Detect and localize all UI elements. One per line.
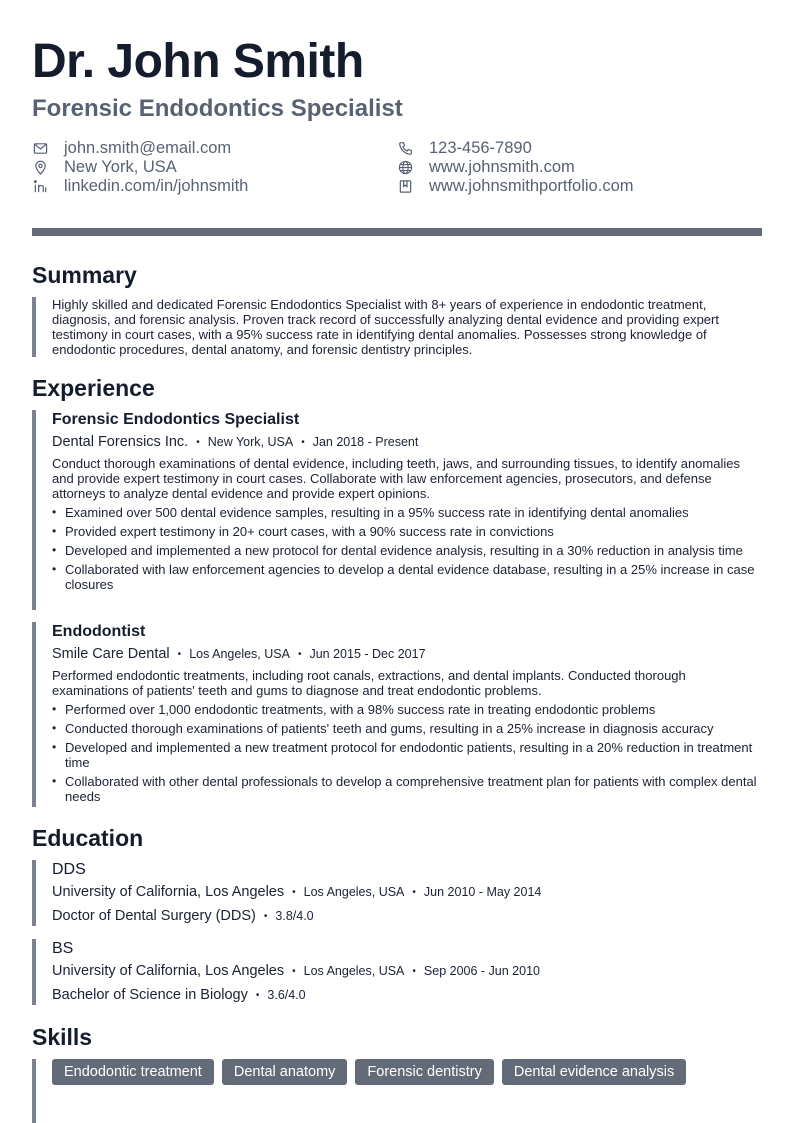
school-location: Los Angeles, USA xyxy=(303,964,405,978)
school-location: Los Angeles, USA xyxy=(303,885,405,899)
degree-line: Bachelor of Science in Biology • 3.6/4.0 xyxy=(52,987,306,1003)
job-dates: Jun 2015 - Dec 2017 xyxy=(309,647,426,661)
person-name: Dr. John Smith xyxy=(32,35,364,88)
company-name: Smile Care Dental xyxy=(52,646,170,662)
contact-linkedin[interactable] xyxy=(32,177,248,196)
website-text: www.johnsmith.com xyxy=(429,158,575,176)
linkedin-text: linkedin.com/in/johnsmith xyxy=(64,177,249,195)
job-meta: Smile Care Dental • Los Angeles, USA • Jun 2015 - Dec 2017 xyxy=(52,646,426,662)
degree-line: Doctor of Dental Surgery (DDS) • 3.8/4.0 xyxy=(52,908,314,924)
achievement-item: • Provided expert testimony in 20+ court cases, with a 90% success rate in convictions xyxy=(52,524,762,539)
achievement-list xyxy=(52,702,762,804)
school-line: University of California, Los Angeles • Los Angeles, USA • Sep 2006 - Jun 2010 xyxy=(52,963,540,979)
job-title: Endodontist xyxy=(52,623,146,640)
skills-block xyxy=(32,1059,762,1123)
contact-block xyxy=(32,139,762,199)
gpa: 3.8/4.0 xyxy=(275,909,314,923)
contact-location xyxy=(32,158,177,177)
skill-tag: Dental evidence analysis xyxy=(502,1059,686,1085)
phone-text: 123-456-7890 xyxy=(429,139,532,157)
education-heading: Education xyxy=(32,825,144,851)
achievement-item: • Developed and implemented a new protocol for dental evidence analysis, resulting in a 30% reduction in analysis time xyxy=(52,543,762,558)
summary-heading: Summary xyxy=(32,262,137,288)
school-dates: Sep 2006 - Jun 2010 xyxy=(423,964,540,978)
phone-icon xyxy=(397,141,413,157)
summary-text: Highly skilled and dedicated Forensic Endodontics Specialist with 8+ years of experience in endodontic treatment, diagnosis, and forensic analysis. Proven track record of successfully analyzing dental evidence and providing expert testimony in court cases, with a 95% success rate in identifying dental anomalies. Possesses strong knowledge of endodontic procedures, dental anatomy, and forensic dentistry principles. xyxy=(52,297,719,357)
achievement-item: • Collaborated with other dental professionals to develop a comprehensive treatment plan for patients with complex dental needs xyxy=(52,774,762,804)
achievement-item: • Developed and implemented a new treatment protocol for endodontic patients, resulting in a 20% reduction in treatment time xyxy=(52,740,762,770)
job-location: New York, USA xyxy=(207,435,294,449)
achievement-list xyxy=(52,505,762,592)
degree-field: Bachelor of Science in Biology xyxy=(52,987,248,1003)
education-entry xyxy=(32,939,762,1005)
school-line: University of California, Los Angeles • Los Angeles, USA • Jun 2010 - May 2014 xyxy=(52,884,542,900)
job-headline: Forensic Endodontics Specialist xyxy=(32,95,403,122)
skills-heading: Skills xyxy=(32,1024,93,1050)
school-dates: Jun 2010 - May 2014 xyxy=(423,885,542,899)
education-entry xyxy=(32,860,762,926)
achievement-item: • Performed over 1,000 endodontic treatments, with a 98% success rate in treating endodontic problems xyxy=(52,702,762,717)
gpa: 3.6/4.0 xyxy=(267,988,306,1002)
skill-tag: Dental anatomy xyxy=(222,1059,348,1085)
degree-title: BS xyxy=(52,940,74,957)
job-title: Forensic Endodontics Specialist xyxy=(52,411,300,428)
map-pin-icon xyxy=(32,160,48,176)
school-name: University of California, Los Angeles xyxy=(52,884,285,900)
skill-tag: Forensic dentistry xyxy=(355,1059,493,1085)
job-description: Conduct thorough examinations of dental evidence, including teeth, jaws, and surrounding tissues, to identify anomalies and provide expert testimony in court cases. Collaborate with law enforcement agencies, prosecutors, and defense attorneys to analyze dental evidence and provide expert opinions. xyxy=(52,456,740,501)
header-divider xyxy=(32,228,762,236)
job-dates: Jan 2018 - Present xyxy=(312,435,419,449)
linkedin-icon xyxy=(32,179,48,195)
summary-block xyxy=(32,297,762,357)
achievement-item: • Collaborated with law enforcement agencies to develop a dental evidence database, resulting in a 25% increase in case closures xyxy=(52,562,762,592)
email-text: john.smith@email.com xyxy=(64,139,232,157)
contact-portfolio[interactable] xyxy=(397,177,634,196)
experience-entry xyxy=(32,622,762,807)
skill-tag: Endodontic treatment xyxy=(52,1059,214,1085)
achievement-item: • Conducted thorough examinations of patients' teeth and gums, resulting in a 25% increase in diagnosis accuracy xyxy=(52,721,762,736)
school-name: University of California, Los Angeles xyxy=(52,963,285,979)
job-location: Los Angeles, USA xyxy=(189,647,290,661)
portfolio-text: www.johnsmithportfolio.com xyxy=(429,177,634,195)
job-description: Performed endodontic treatments, including root canals, extractions, and dental implants. Conducted thorough examinations of patients' teeth and gums to diagnose and treat endodontic problems. xyxy=(52,668,686,698)
contact-website[interactable] xyxy=(397,158,575,177)
job-meta: Dental Forensics Inc. • New York, USA • Jan 2018 - Present xyxy=(52,434,419,450)
contact-phone[interactable] xyxy=(397,139,532,158)
achievement-item: • Examined over 500 dental evidence samples, resulting in a 95% success rate in identifying dental anomalies xyxy=(52,505,762,520)
bookmark-icon xyxy=(397,179,413,195)
globe-icon xyxy=(397,160,413,176)
degree-field: Doctor of Dental Surgery (DDS) xyxy=(52,908,256,924)
experience-entry xyxy=(32,410,762,610)
degree-title: DDS xyxy=(52,861,86,878)
location-text: New York, USA xyxy=(64,158,177,176)
company-name: Dental Forensics Inc. xyxy=(52,434,189,450)
skills-list xyxy=(52,1059,762,1085)
contact-email[interactable] xyxy=(32,139,231,158)
mail-icon xyxy=(32,141,48,157)
experience-heading: Experience xyxy=(32,375,155,401)
